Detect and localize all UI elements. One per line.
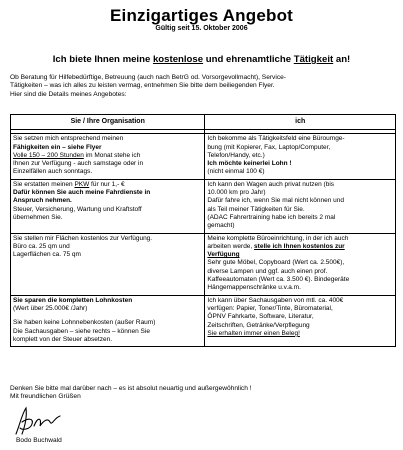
table-cell <box>11 233 205 295</box>
cell-line: (nicht einmal 100 €) <box>207 168 265 176</box>
cell-line: (ADAC Fahrertraining habe ich bereits 2 mal <box>207 213 336 221</box>
cell-line: Lagerflächen ca. 75 qm <box>13 251 81 259</box>
intro-line: Hier sind die Details meines Angebotes: <box>10 90 127 98</box>
cell-text: stelle ich Ihnen kostenlos zur <box>254 242 345 250</box>
headline-kostenlose: kostenlose <box>152 54 204 65</box>
cell-line: Büro ca. 25 qm und <box>13 242 70 250</box>
closing-text <box>10 385 395 402</box>
intro-line: Tätigkeiten – was ich alles zu leisten vermag, entnehmen Sie bitte dem beiliegenden Flyer. <box>10 82 275 90</box>
page-title: Einzigartiges Angebot <box>109 6 294 25</box>
cell-line: gemacht) <box>207 222 235 230</box>
cell-line: Meine komplette Büroeinrichtung, in der ich auch <box>207 234 349 242</box>
cell-text: im Monat stehe ich <box>83 151 141 159</box>
cell-line: Steuer, Versicherung, Wartung und Kraftstoff <box>13 205 142 213</box>
cell-line: Ich möchte keinerlei Lohn ! <box>207 160 292 168</box>
cell-line: Ich kann über Sachausgaben von mtl. ca. 400€ <box>207 296 344 304</box>
cell-line: Ihnen zur Verfügung - auch samstage oder in <box>13 160 144 168</box>
cell-line: Ich bekomme als Tätigkeitsfeld eine Büroumge- <box>207 135 345 143</box>
cell-line: Sehr gute Möbel, Copyboard (Wert ca. 2.500€), <box>207 259 345 267</box>
cell-line: Hängemappenschränke u.v.a.m. <box>207 284 301 292</box>
table-cell <box>205 233 396 295</box>
table-cell <box>205 295 396 346</box>
table-row <box>11 179 396 233</box>
cell-line: Anspruch nehmen. <box>13 197 72 205</box>
table-row <box>11 134 396 179</box>
cell-line: Einzelfällen auch sonntags. <box>13 168 93 176</box>
signature-name: Bodo Buchwald <box>16 437 62 444</box>
cell-line: bung (mit Kopierer, Fax, Laptop/Computer, <box>207 143 331 151</box>
cell-text: arbeiten werde, <box>207 242 255 250</box>
cell-line: Sie erhalten immer einen Beleg! <box>207 329 300 337</box>
cell-line: komplett von der Steuer absetzen. <box>13 335 113 343</box>
cell-line: Kaffeeautomaten (Wert ca. 3.500 €). Bindegeräte <box>207 276 350 284</box>
cell-line <box>13 152 202 160</box>
cell-line: Telefon/Handy, etc.) <box>207 151 265 159</box>
cell-line: Zeitschriften, Getränke/Verpflegung <box>207 321 310 329</box>
cell-line: diverse Lampen und ggf. auch einen prof. <box>207 267 328 275</box>
offer-table <box>10 114 396 347</box>
cell-line: Die Sachausgaben – siehe rechts – können Sie <box>13 327 150 335</box>
cell-text: Volle 150 – 200 Stunden <box>13 151 84 159</box>
cell-line: Sie stellen mir Flächen kostenlos zur Verfügung. <box>13 234 153 242</box>
closing-line: Denken Sie bitte mal darüber nach – es ist absolut neuartig und außergewöhnlich ! <box>10 385 252 392</box>
headline <box>6 54 397 65</box>
validity-date: Gültig seit 15. Oktober 2006 <box>155 25 248 32</box>
headline-text-2: und ehrenamtliche <box>203 54 294 65</box>
table-cell <box>11 134 205 179</box>
cell-line: Verfügung <box>207 251 240 259</box>
table-row <box>11 233 396 295</box>
cell-line: Ich kann den Wagen auch privat nutzen (bis <box>207 180 335 188</box>
handwritten-signature <box>12 404 72 438</box>
intro-line: Ob Beratung für Hilfebedürftige, Betreuung (auch nach BetrG od. Vorsorgevollmacht), Service- <box>10 74 286 81</box>
headline-text-3: an! <box>333 54 351 65</box>
table-cell <box>11 295 205 346</box>
table-header-row <box>11 115 396 130</box>
headline-text: Ich biete Ihnen meine <box>52 54 153 65</box>
cell-line: als Teil meiner Tätigkeiten für Sie. <box>207 205 305 213</box>
cell-line: 10.000 km pro Jahr) <box>207 189 266 197</box>
intro-paragraph <box>10 74 395 99</box>
column-header-organisation: Sie / Ihre Organisation <box>11 115 205 130</box>
cell-line: Dafür fahre ich, wenn Sie mal nicht können und <box>207 197 345 205</box>
cell-line: übernehmen Sie. <box>13 213 63 221</box>
greeting: Mit freundlichen Grüßen <box>10 393 81 401</box>
cell-line: Sie sparen die kompletten Lohnkosten <box>13 296 133 304</box>
cell-line: verfügen: Papier, Toner/Tinte, Büromaterial, <box>207 304 333 312</box>
cell-line: ÖPNV Fahrkarte, Software, Literatur, <box>207 313 314 321</box>
cell-line: Dafür können Sie auch meine Fahrdienste in <box>13 189 151 197</box>
cell-text: PKW <box>74 180 90 188</box>
headline-taetigkeit: Tätigkeit <box>293 54 334 65</box>
cell-line: Sie setzen mich entsprechend meinen <box>13 135 124 143</box>
column-header-ich: ich <box>205 115 396 130</box>
cell-line <box>207 243 393 251</box>
cell-line: Fähigkeiten ein – siehe Flyer <box>13 143 102 151</box>
table-cell <box>11 179 205 233</box>
cell-text: Sie erstatten meinen <box>13 180 75 188</box>
cell-line <box>13 181 202 189</box>
cell-text: für nur 1,- € <box>89 180 125 188</box>
table-cell <box>205 134 396 179</box>
table-cell <box>205 179 396 233</box>
table-row <box>11 295 396 346</box>
cell-line: (Wert über 25.000€ /Jahr) <box>13 304 88 312</box>
cell-line: Sie haben keine Lohnnebenkosten (außer Raum) <box>13 319 156 327</box>
